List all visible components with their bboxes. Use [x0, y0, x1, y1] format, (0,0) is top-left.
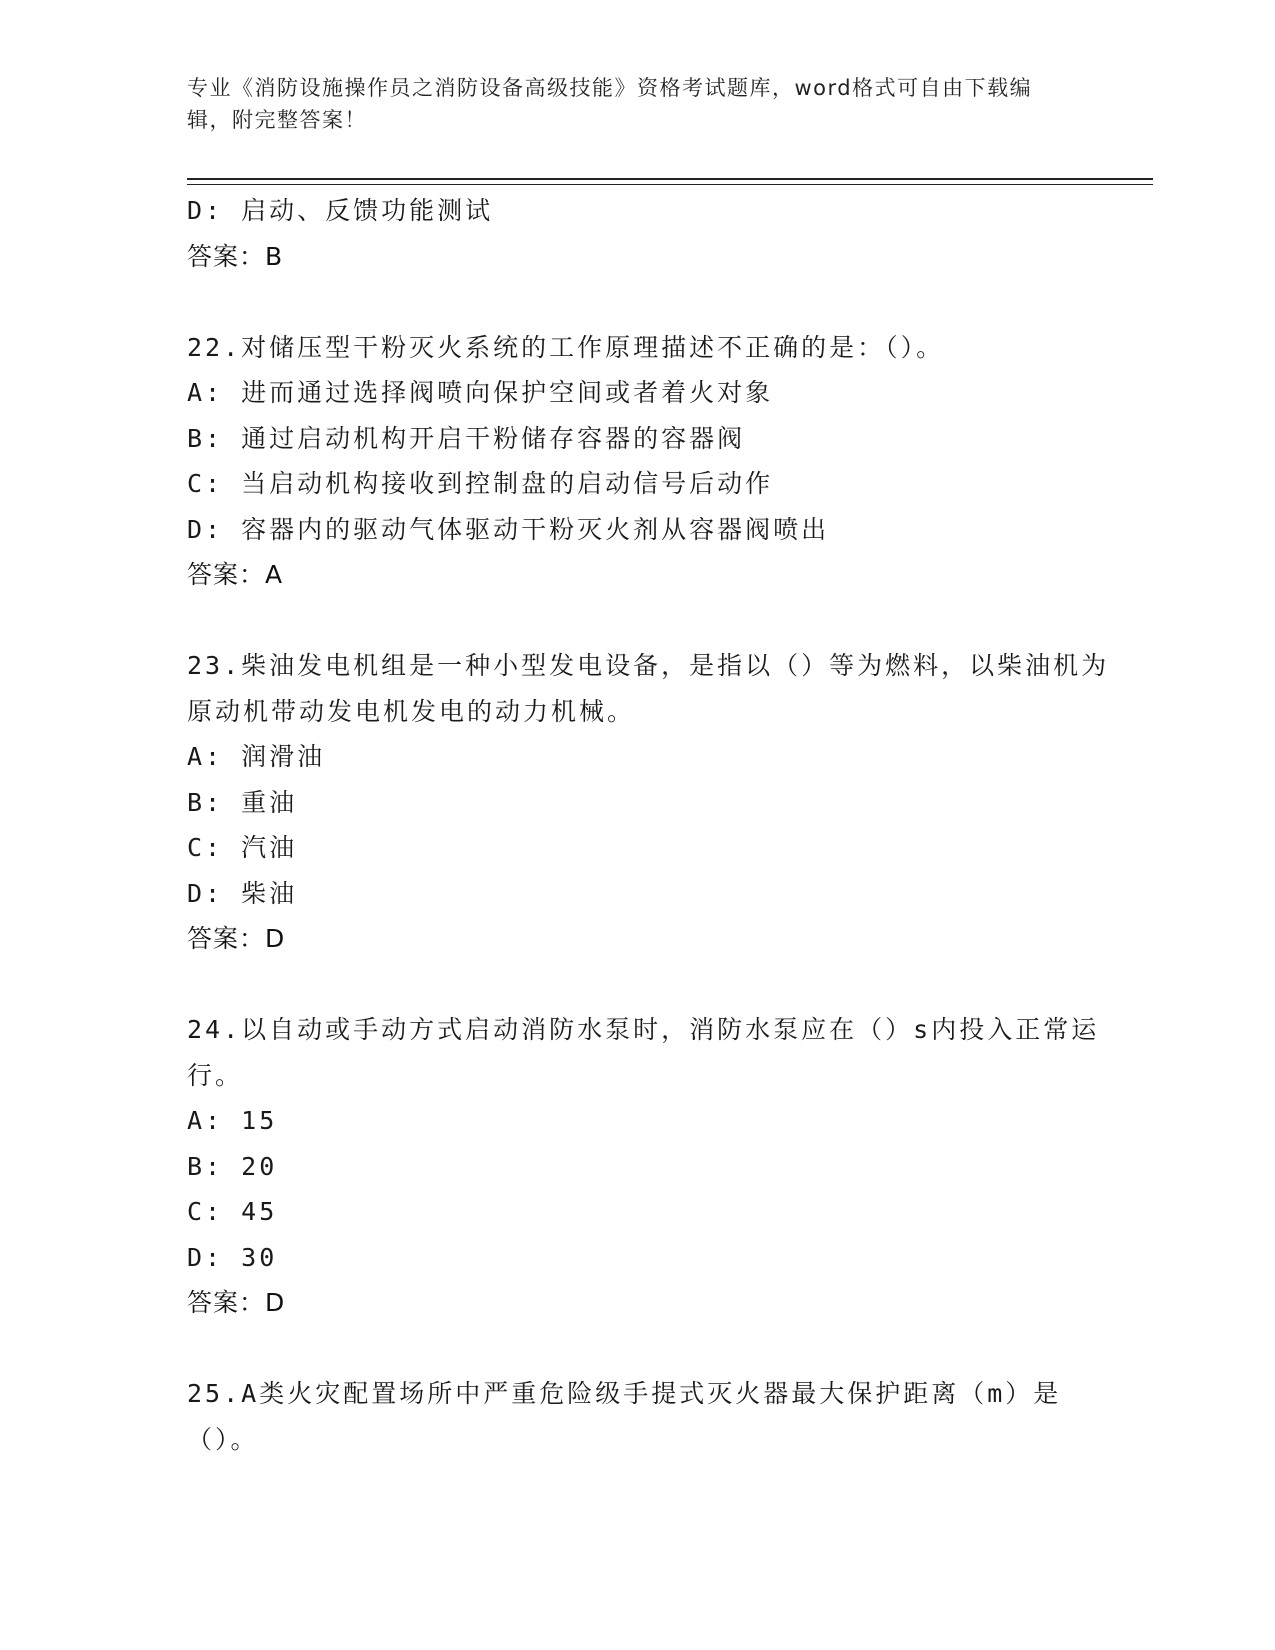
option-c: [187, 461, 1127, 507]
option-letter: D:: [187, 196, 224, 225]
option-text: 20: [241, 1151, 278, 1181]
spacer: [187, 598, 1127, 644]
prev-question-tail: [187, 188, 1127, 279]
option-d: [187, 1235, 1127, 1281]
option-text: 重油: [241, 787, 298, 817]
answer-line: 答案：A: [187, 560, 284, 589]
header-text: 专业《消防设施操作员之消防设备高级技能》资格考试题库，word格式可自由下载编辑，附完整答案！: [187, 76, 1033, 132]
option-text: 汽油: [241, 833, 298, 862]
question-stem: 25.A类火灾配置场所中严重危险级手提式灭火器最大保护距离（m）是（）。: [187, 1379, 1062, 1454]
option-d: [187, 871, 1127, 917]
option-a: [187, 370, 1127, 416]
option-text: 15: [241, 1106, 278, 1135]
question-stem: 22.对储压型干粉灭火系统的工作原理描述不正确的是：（）。: [187, 332, 945, 362]
question-24: [187, 1007, 1127, 1326]
document-header: [187, 72, 1067, 136]
option-text: 45: [241, 1197, 278, 1226]
option-text: 柴油: [241, 878, 298, 908]
option-text: 进而通过选择阀喷向保护空间或者着火对象: [241, 378, 774, 407]
option-letter: A:: [187, 742, 224, 771]
option-text: 启动、反馈功能测试: [241, 196, 494, 225]
option-b: [187, 416, 1127, 462]
spacer: [187, 279, 1127, 325]
option-letter: D:: [187, 878, 224, 908]
question-list: [187, 188, 1127, 1462]
option-text: 30: [241, 1242, 278, 1272]
answer-line: 答案：B: [187, 241, 284, 271]
option-text: 润滑油: [241, 742, 326, 771]
option-letter: C:: [187, 1197, 224, 1226]
option-a: [187, 734, 1127, 780]
header-rule-thick: [187, 178, 1153, 180]
spacer: [187, 962, 1127, 1008]
option-letter: A:: [187, 1106, 224, 1135]
option-b: [187, 1144, 1127, 1190]
option-letter: C:: [187, 833, 224, 862]
question-22: [187, 325, 1127, 598]
header-rule-thin: [187, 184, 1153, 185]
question-25: [187, 1371, 1127, 1462]
option-letter: B:: [187, 787, 224, 817]
option-text: 通过启动机构开启干粉储存容器的容器阀: [241, 423, 746, 453]
option-letter: D:: [187, 1242, 224, 1272]
option-letter: A:: [187, 378, 224, 407]
option-letter: B:: [187, 423, 224, 453]
answer-line: 答案：D: [187, 924, 286, 953]
option-text: 当启动机构接收到控制盘的启动信号后动作: [241, 469, 774, 498]
option-a: [187, 1098, 1127, 1144]
spacer: [187, 1326, 1127, 1372]
question-23: [187, 643, 1127, 962]
question-stem: 24.以自动或手动方式启动消防水泵时，消防水泵应在（）s内投入正常运行。: [187, 1015, 1100, 1090]
option-letter: D:: [187, 514, 224, 544]
option-c: [187, 1189, 1127, 1235]
option-d: [187, 507, 1127, 553]
option-c: [187, 825, 1127, 871]
question-stem: 23.柴油发电机组是一种小型发电设备，是指以（）等为燃料，以柴油机为原动机带动发电机发电的动力机械。: [187, 651, 1110, 726]
option-letter: C:: [187, 469, 224, 498]
option-b: [187, 780, 1127, 826]
option-text: 容器内的驱动气体驱动干粉灭火剂从容器阀喷出: [241, 514, 830, 544]
option-letter: B:: [187, 1151, 224, 1181]
answer-line: 答案：D: [187, 1288, 286, 1317]
option-d: [187, 188, 1127, 234]
